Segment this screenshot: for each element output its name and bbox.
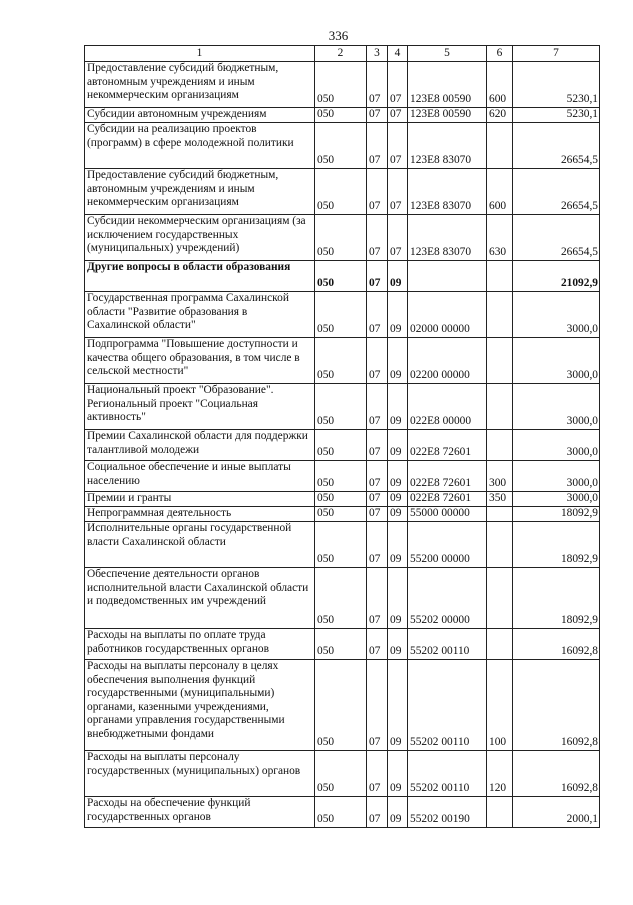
column-header: 1: [85, 46, 315, 62]
section-code-cell: 07: [367, 629, 388, 660]
ved-code-cell: 050: [315, 384, 367, 430]
ved-code-cell: 050: [315, 507, 367, 522]
ved-code-cell: 050: [315, 338, 367, 384]
row-name-cell: Предоставление субсидий бюджетным, автономным учреждениям и иным некоммерческим организациям: [85, 169, 315, 215]
table-row: [85, 123, 600, 169]
subsection-code-cell: 09: [388, 261, 408, 292]
section-code-cell: 07: [367, 292, 388, 338]
expense-type-cell: 120: [487, 751, 513, 797]
amount-cell: 3000,0: [513, 430, 600, 461]
table-row: [85, 62, 600, 108]
column-header: 6: [487, 46, 513, 62]
section-code-cell: 07: [367, 492, 388, 507]
row-name-cell: Обеспечение деятельности органов исполнительной власти Сахалинской области и подведомственных им учреждений: [85, 568, 315, 629]
expense-type-cell: [487, 384, 513, 430]
row-name-cell: Предоставление субсидий бюджетным, автономным учреждениям и иным некоммерческим организациям: [85, 62, 315, 108]
expense-type-cell: [487, 568, 513, 629]
table-row: [85, 108, 600, 123]
row-name-cell: Подпрограмма "Повышение доступности и качества общего образования, в том числе в сельской местности": [85, 338, 315, 384]
table-row: [85, 797, 600, 828]
target-article-cell: 55200 00000: [408, 522, 487, 568]
section-code-cell: 07: [367, 507, 388, 522]
ved-code-cell: 050: [315, 660, 367, 751]
subsection-code-cell: 09: [388, 522, 408, 568]
ved-code-cell: 050: [315, 123, 367, 169]
amount-cell: 18092,9: [513, 522, 600, 568]
target-article-cell: 123E8 83070: [408, 169, 487, 215]
ved-code-cell: 050: [315, 292, 367, 338]
table-row: [85, 492, 600, 507]
column-header: 2: [315, 46, 367, 62]
target-article-cell: 55202 00000: [408, 568, 487, 629]
amount-cell: 21092,9: [513, 261, 600, 292]
expense-type-cell: [487, 261, 513, 292]
section-code-cell: 07: [367, 123, 388, 169]
row-name-cell: Национальный проект "Образование". Региональный проект "Социальная активность": [85, 384, 315, 430]
target-article-cell: 55202 00110: [408, 629, 487, 660]
expense-type-cell: 600: [487, 169, 513, 215]
ved-code-cell: 050: [315, 430, 367, 461]
subsection-code-cell: 09: [388, 507, 408, 522]
section-code-cell: 07: [367, 568, 388, 629]
budget-table: [84, 45, 600, 828]
section-code-cell: 07: [367, 108, 388, 123]
amount-cell: 5230,1: [513, 62, 600, 108]
row-name-cell: Расходы на обеспечение функций государственных органов: [85, 797, 315, 828]
subsection-code-cell: 09: [388, 568, 408, 629]
table-row: [85, 629, 600, 660]
subsection-code-cell: 09: [388, 338, 408, 384]
row-name-cell: Государственная программа Сахалинской области "Развитие образования в Сахалинской области": [85, 292, 315, 338]
table-row: [85, 660, 600, 751]
column-header: 5: [408, 46, 487, 62]
section-code-cell: 07: [367, 62, 388, 108]
table-row: [85, 338, 600, 384]
table-row: [85, 461, 600, 492]
target-article-cell: 123E8 83070: [408, 123, 487, 169]
table-row: [85, 169, 600, 215]
amount-cell: 18092,9: [513, 507, 600, 522]
expense-type-cell: [487, 797, 513, 828]
amount-cell: 16092,8: [513, 751, 600, 797]
section-code-cell: 07: [367, 660, 388, 751]
section-code-cell: 07: [367, 522, 388, 568]
target-article-cell: 123E8 00590: [408, 108, 487, 123]
row-name-cell: Другие вопросы в области образования: [85, 261, 315, 292]
section-code-cell: 07: [367, 169, 388, 215]
section-code-cell: 07: [367, 461, 388, 492]
target-article-cell: 123E8 83070: [408, 215, 487, 261]
row-name-cell: Социальное обеспечение и иные выплаты населению: [85, 461, 315, 492]
row-name-cell: Расходы на выплаты персоналу государственных (муниципальных) органов: [85, 751, 315, 797]
amount-cell: 3000,0: [513, 492, 600, 507]
ved-code-cell: 050: [315, 568, 367, 629]
row-name-cell: Субсидии на реализацию проектов (программ) в сфере молодежной политики: [85, 123, 315, 169]
subsection-code-cell: 09: [388, 492, 408, 507]
column-header: 3: [367, 46, 388, 62]
amount-cell: 26654,5: [513, 123, 600, 169]
table-header-row: [85, 46, 600, 62]
table-row: [85, 384, 600, 430]
amount-cell: 26654,5: [513, 169, 600, 215]
subsection-code-cell: 07: [388, 215, 408, 261]
row-name-cell: Субсидии некоммерческим организациям (за исключением государственных (муниципальных) учреждений): [85, 215, 315, 261]
amount-cell: 5230,1: [513, 108, 600, 123]
target-article-cell: 02200 00000: [408, 338, 487, 384]
column-header: 7: [513, 46, 600, 62]
expense-type-cell: 620: [487, 108, 513, 123]
expense-type-cell: 100: [487, 660, 513, 751]
subsection-code-cell: 09: [388, 292, 408, 338]
subsection-code-cell: 07: [388, 108, 408, 123]
row-name-cell: Премии и гранты: [85, 492, 315, 507]
row-name-cell: Премии Сахалинской области для поддержки талантливой молодежи: [85, 430, 315, 461]
table-row: [85, 292, 600, 338]
subsection-code-cell: 07: [388, 123, 408, 169]
table-row: [85, 261, 600, 292]
target-article-cell: 55202 00110: [408, 751, 487, 797]
target-article-cell: [408, 261, 487, 292]
amount-cell: 2000,1: [513, 797, 600, 828]
subsection-code-cell: 07: [388, 62, 408, 108]
table-row: [85, 522, 600, 568]
ved-code-cell: 050: [315, 492, 367, 507]
expense-type-cell: 630: [487, 215, 513, 261]
page-number: 336: [328, 28, 349, 43]
amount-cell: 16092,8: [513, 660, 600, 751]
ved-code-cell: 050: [315, 261, 367, 292]
section-code-cell: 07: [367, 430, 388, 461]
subsection-code-cell: 09: [388, 461, 408, 492]
subsection-code-cell: 09: [388, 384, 408, 430]
section-code-cell: 07: [367, 261, 388, 292]
row-name-cell: Непрограммная деятельность: [85, 507, 315, 522]
expense-type-cell: 350: [487, 492, 513, 507]
amount-cell: 16092,8: [513, 629, 600, 660]
ved-code-cell: 050: [315, 522, 367, 568]
table-row: [85, 507, 600, 522]
expense-type-cell: [487, 123, 513, 169]
row-name-cell: Расходы на выплаты персоналу в целях обеспечения выполнения функций государственными (муниципальными) органами, казенными учреждениями, органами управления государственными внебюджетными фондами: [85, 660, 315, 751]
amount-cell: 3000,0: [513, 384, 600, 430]
section-code-cell: 07: [367, 797, 388, 828]
target-article-cell: 55000 00000: [408, 507, 487, 522]
expense-type-cell: 300: [487, 461, 513, 492]
ved-code-cell: 050: [315, 461, 367, 492]
row-name-cell: Субсидии автономным учреждениям: [85, 108, 315, 123]
column-header: 4: [388, 46, 408, 62]
section-code-cell: 07: [367, 384, 388, 430]
amount-cell: 3000,0: [513, 461, 600, 492]
section-code-cell: 07: [367, 751, 388, 797]
amount-cell: 18092,9: [513, 568, 600, 629]
target-article-cell: 022E8 00000: [408, 384, 487, 430]
ved-code-cell: 050: [315, 629, 367, 660]
expense-type-cell: 600: [487, 62, 513, 108]
table-row: [85, 568, 600, 629]
table-row: [85, 215, 600, 261]
section-code-cell: 07: [367, 215, 388, 261]
ved-code-cell: 050: [315, 751, 367, 797]
subsection-code-cell: 07: [388, 169, 408, 215]
amount-cell: 3000,0: [513, 292, 600, 338]
expense-type-cell: [487, 507, 513, 522]
subsection-code-cell: 09: [388, 629, 408, 660]
expense-type-cell: [487, 629, 513, 660]
ved-code-cell: 050: [315, 169, 367, 215]
ved-code-cell: 050: [315, 215, 367, 261]
ved-code-cell: 050: [315, 797, 367, 828]
subsection-code-cell: 09: [388, 660, 408, 751]
row-name-cell: Расходы на выплаты по оплате труда работников государственных органов: [85, 629, 315, 660]
ved-code-cell: 050: [315, 108, 367, 123]
target-article-cell: 55202 00190: [408, 797, 487, 828]
ved-code-cell: 050: [315, 62, 367, 108]
target-article-cell: 022E8 72601: [408, 492, 487, 507]
expense-type-cell: [487, 522, 513, 568]
subsection-code-cell: 09: [388, 430, 408, 461]
subsection-code-cell: 09: [388, 751, 408, 797]
section-code-cell: 07: [367, 338, 388, 384]
target-article-cell: 02000 00000: [408, 292, 487, 338]
expense-type-cell: [487, 338, 513, 384]
table-row: [85, 430, 600, 461]
expense-type-cell: [487, 430, 513, 461]
amount-cell: 26654,5: [513, 215, 600, 261]
target-article-cell: 022E8 72601: [408, 461, 487, 492]
target-article-cell: 022E8 72601: [408, 430, 487, 461]
expense-type-cell: [487, 292, 513, 338]
table-row: [85, 751, 600, 797]
subsection-code-cell: 09: [388, 797, 408, 828]
row-name-cell: Исполнительные органы государственной власти Сахалинской области: [85, 522, 315, 568]
amount-cell: 3000,0: [513, 338, 600, 384]
target-article-cell: 123E8 00590: [408, 62, 487, 108]
target-article-cell: 55202 00110: [408, 660, 487, 751]
